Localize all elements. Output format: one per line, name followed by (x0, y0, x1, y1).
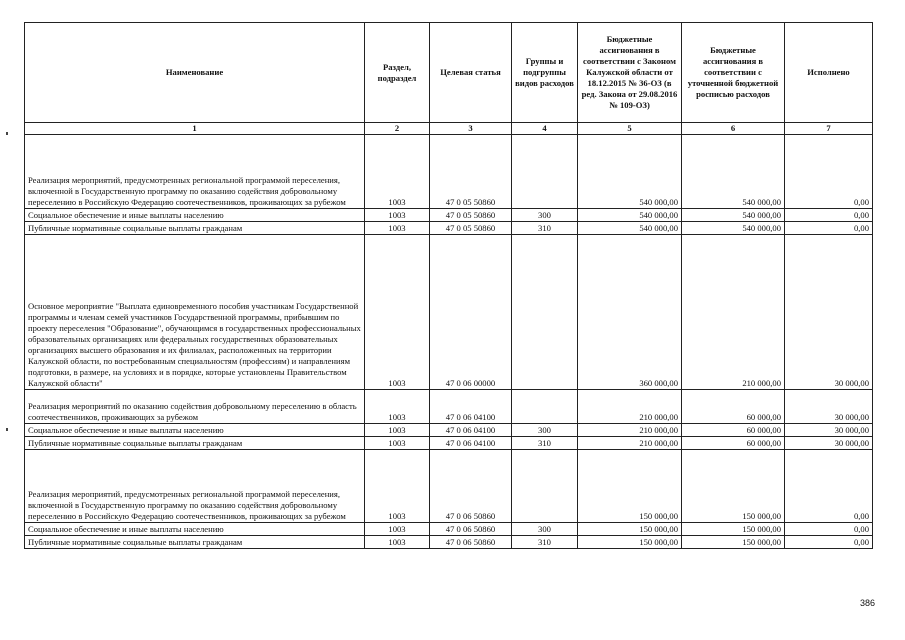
row-target: 47 0 06 50860 (430, 450, 512, 523)
row-budget-refined: 150 000,00 (682, 536, 785, 549)
table-row (25, 390, 873, 424)
row-group: 300 (512, 523, 578, 536)
table-row (25, 209, 873, 222)
row-section: 1003 (365, 222, 430, 235)
row-target: 47 0 06 04100 (430, 424, 512, 437)
row-budget-law: 210 000,00 (578, 424, 682, 437)
table-row (25, 424, 873, 437)
row-budget-refined: 540 000,00 (682, 135, 785, 209)
row-group: 310 (512, 437, 578, 450)
row-target: 47 0 05 50860 (430, 209, 512, 222)
row-section: 1003 (365, 390, 430, 424)
row-section: 1003 (365, 450, 430, 523)
row-budget-refined: 540 000,00 (682, 209, 785, 222)
row-budget-law: 210 000,00 (578, 390, 682, 424)
header-budget-law: Бюджетные ассигнования в соответствии с Законом Калужской области от 18.12.2015 № 36-ОЗ (в ред. Закона от 29.08.2016 № 109-ОЗ) (578, 23, 682, 123)
row-target: 47 0 06 50860 (430, 536, 512, 549)
column-number: 1 (25, 123, 365, 135)
row-group (512, 235, 578, 390)
row-budget-law: 540 000,00 (578, 209, 682, 222)
header-name: Наименование (25, 23, 365, 123)
row-section: 1003 (365, 135, 430, 209)
header-groups: Группы и подгруппы видов расходов (512, 23, 578, 123)
row-section: 1003 (365, 536, 430, 549)
row-group (512, 390, 578, 424)
row-name: Публичные нормативные социальные выплаты гражданам (25, 222, 365, 235)
row-name: Основное мероприятие "Выплата единовременного пособия участникам Государственной программы и членам семей участников Государственной программы, прибывшим по проекту переселения "Образование", обучающимся в государственных профессиональных образовательных организациях или федеральных государственных образовательных организациях высшего образования и их филиалах, расположенных на территории Калужской области, по востребованным специальностям (профессиям) и направлениям подготовки, в размере, на условиях и в порядке, которые установлены Правительством Калужской области" (25, 235, 365, 390)
row-name: Реализация мероприятий, предусмотренных региональной программой переселения, включенной в Государственную программу по оказанию содействия добровольному переселению в Российскую Федерацию соотечественников, проживающих за рубежом (25, 135, 365, 209)
row-budget-law: 150 000,00 (578, 523, 682, 536)
scan-mark (6, 132, 8, 135)
column-number: 4 (512, 123, 578, 135)
row-section: 1003 (365, 424, 430, 437)
row-budget-law: 150 000,00 (578, 450, 682, 523)
row-name: Публичные нормативные социальные выплаты гражданам (25, 536, 365, 549)
row-group: 300 (512, 424, 578, 437)
row-section: 1003 (365, 523, 430, 536)
row-budget-refined: 60 000,00 (682, 424, 785, 437)
row-executed: 30 000,00 (785, 390, 873, 424)
row-target: 47 0 06 50860 (430, 523, 512, 536)
column-number: 3 (430, 123, 512, 135)
row-group (512, 450, 578, 523)
header-executed: Исполнено (785, 23, 873, 123)
row-name: Социальное обеспечение и иные выплаты населению (25, 209, 365, 222)
row-budget-law: 150 000,00 (578, 536, 682, 549)
row-target: 47 0 06 00000 (430, 235, 512, 390)
column-number: 6 (682, 123, 785, 135)
row-budget-law: 540 000,00 (578, 222, 682, 235)
row-target: 47 0 06 04100 (430, 390, 512, 424)
table-row (25, 450, 873, 523)
page-number: 386 (859, 598, 875, 608)
row-target: 47 0 06 04100 (430, 437, 512, 450)
row-executed: 0,00 (785, 135, 873, 209)
row-section: 1003 (365, 437, 430, 450)
scan-mark (6, 428, 8, 431)
row-executed: 30 000,00 (785, 424, 873, 437)
row-section: 1003 (365, 209, 430, 222)
row-budget-refined: 540 000,00 (682, 222, 785, 235)
row-executed: 0,00 (785, 523, 873, 536)
row-executed: 0,00 (785, 450, 873, 523)
column-numbers-row (25, 123, 873, 135)
column-number: 7 (785, 123, 873, 135)
row-executed: 0,00 (785, 209, 873, 222)
row-name: Социальное обеспечение и иные выплаты населению (25, 424, 365, 437)
row-target: 47 0 05 50860 (430, 222, 512, 235)
header-budget-refined: Бюджетные ассигнования в соответствии с уточненной бюджетной росписью расходов (682, 23, 785, 123)
table-row (25, 536, 873, 549)
row-executed: 30 000,00 (785, 235, 873, 390)
column-number: 5 (578, 123, 682, 135)
row-budget-refined: 150 000,00 (682, 523, 785, 536)
header-target: Целевая статья (430, 23, 512, 123)
row-section: 1003 (365, 235, 430, 390)
row-budget-law: 540 000,00 (578, 135, 682, 209)
table-row (25, 437, 873, 450)
row-executed: 30 000,00 (785, 437, 873, 450)
row-name: Публичные нормативные социальные выплаты гражданам (25, 437, 365, 450)
row-executed: 0,00 (785, 222, 873, 235)
header-section: Раздел, подраздел (365, 23, 430, 123)
row-budget-refined: 60 000,00 (682, 390, 785, 424)
row-budget-refined: 210 000,00 (682, 235, 785, 390)
row-name: Реализация мероприятий по оказанию содействия добровольному переселению в область соотечественников, проживающих за рубежом (25, 390, 365, 424)
table-row (25, 523, 873, 536)
column-number: 2 (365, 123, 430, 135)
row-executed: 0,00 (785, 536, 873, 549)
row-budget-law: 360 000,00 (578, 235, 682, 390)
row-budget-law: 210 000,00 (578, 437, 682, 450)
row-name: Социальное обеспечение и иные выплаты населению (25, 523, 365, 536)
row-group: 310 (512, 536, 578, 549)
table-row (25, 235, 873, 390)
row-group: 310 (512, 222, 578, 235)
table-row (25, 222, 873, 235)
row-target: 47 0 05 50860 (430, 135, 512, 209)
row-budget-refined: 150 000,00 (682, 450, 785, 523)
row-group (512, 135, 578, 209)
row-group: 300 (512, 209, 578, 222)
budget-table (24, 22, 873, 549)
row-budget-refined: 60 000,00 (682, 437, 785, 450)
table-row (25, 135, 873, 209)
row-name: Реализация мероприятий, предусмотренных региональной программой переселения, включенной в Государственную программу по оказанию содействия добровольному переселению в Российскую Федерацию соотечественников, проживающих за рубежом (25, 450, 365, 523)
